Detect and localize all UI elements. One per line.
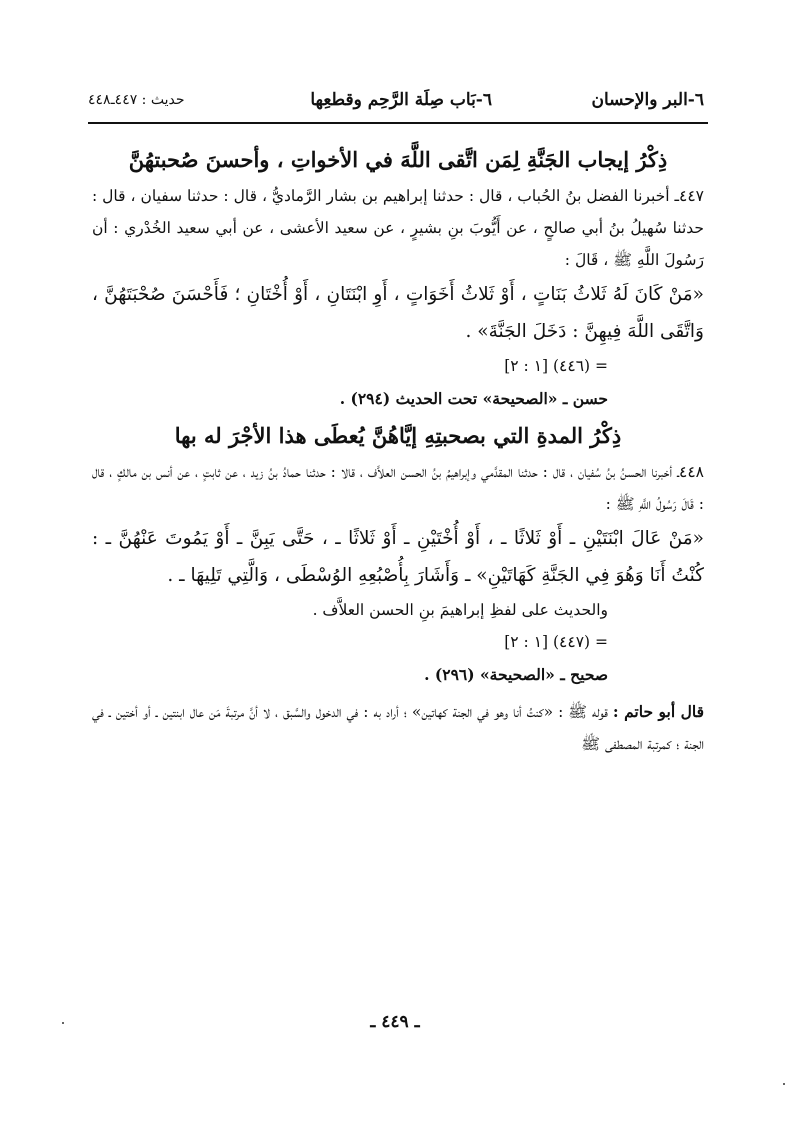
- header-divider: [88, 122, 708, 124]
- hadith-447-isnad: ٤٤٧ـ أخبرنا الفضل بنُ الحُباب ، قال : حدثنا إبراهيم بن بشار الرَّماديُّ ، قال : حدثنا سفيان ، قال : حدثنا سُهيلُ بنُ أبي صالحٍ ، عن أَيُّوبَ بنِ بشيرٍ ، عن سعيد الأعشى ، عن أبي سعيد الخُدْري : أن رَسُولَ اللَّهِ ﷺ ، قَالَ :: [92, 187, 704, 269]
- commentary-paragraph: [92, 696, 704, 760]
- commentary-text: قوله ﷺ : «كنتُ أنا وهو في الجنة كهاتين» ؛ أراد به : في الدخول والسَّبق ، لا أنَّ مرتبةَ مَن عال ابنتين ـ أو أختين ـ في الجنة ؛ كمرتبة المصطفى ﷺ: [92, 703, 704, 753]
- running-header: [88, 88, 704, 118]
- hadith-447-reference: = (٤٤٦) [١ : ٢]: [504, 357, 608, 375]
- header-section-title: ٦-بَاب صِلَة الرَّحِم وقطعِها: [310, 90, 492, 110]
- hadith-448-isnad: ٤٤٨ـ أخبرنا الحسنُ بنُ سُفيان ، قال : حدثنا المقدَّمي وإبراهيمُ بنُ الحسن العلاَّف ، قالا : حدثنا حمادُ بنُ زيد ، عن ثابتٍ ، عن أنس بن مالكٍ ، قال : قَالَ رَسُولُ اللَّهِ ﷺ :: [92, 463, 704, 513]
- hadith-447-text: «مَنْ كَانَ لَهُ ثَلاثُ بَنَاتٍ ، أَوْ ثَلاثُ أَخَوَاتٍ ، أَوِ ابْنَتَانِ ، أَوْ أُخْتَانِ ؛ فَأَحْسَنَ صُحْبَتَهُنَّ ، وَاتَّقَى اللَّهَ فِيهِنَّ : دَخَلَ الجَنَّةَ» .: [92, 284, 704, 342]
- commentary-author: قال أبو حاتم :: [612, 702, 704, 721]
- page-body: [92, 140, 704, 760]
- page-number: ـ ٤٤٩ ـ: [370, 1012, 420, 1032]
- section-heading-1: ذِكْرُ إيجاب الجَنَّةِ لِمَن اتَّقى اللَّهَ في الأخواتِ ، وأحسنَ صُحبتهُنَّ: [128, 147, 668, 172]
- hadith-448-text: «مَنْ عَالَ ابْنَتَيْنِ ـ أَوْ ثَلاثًا ـ ، أَوْ أُخْتَيْنِ ـ أَوْ ثَلاثًا ـ ، حَتَّى يَبِنَّ ـ أَوْ يَمُوتَ عَنْهُنَّ ـ : كُنْتُ أَنَا وَهُوَ فِي الجَنَّةِ كَهَاتَيْنِ» ـ وَأَشَارَ بِأُصْبُعِهِ الوُسْطَى ، وَالَّتِي تَلِيهَا ـ .: [92, 528, 704, 586]
- scan-speck: [62, 1022, 64, 1024]
- hadith-448-wording-note: والحديث على لفظِ إبراهيمَ بنِ الحسن العلاَّف .: [312, 601, 608, 619]
- header-hadith-range: حديث : ٤٤٧ـ٤٤٨: [88, 92, 185, 108]
- section-heading-2: ذِكْرُ المدةِ التي بصحبتِهِ إيَّاهُنَّ يُعطَى هذا الأجْرَ له بها: [174, 423, 622, 448]
- hadith-447-grade: حسن ـ «الصحيحة» تحت الحديث (٢٩٤) .: [339, 389, 608, 408]
- header-chapter-title: ٦-البر والإحسان: [591, 90, 704, 110]
- hadith-448-reference: = (٤٤٧) [١ : ٢]: [504, 633, 608, 651]
- scan-speck: [783, 1083, 785, 1085]
- hadith-448-grade: صحيح ـ «الصحيحة» (٢٩٦) .: [424, 665, 608, 684]
